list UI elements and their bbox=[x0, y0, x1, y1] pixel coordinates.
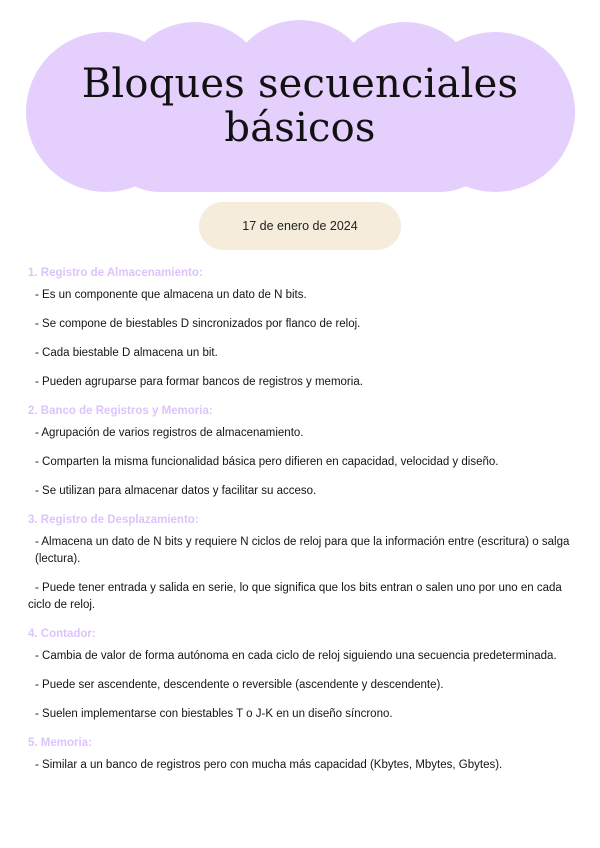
page-title bbox=[0, 62, 600, 150]
list-item: - Comparten la misma funcionalidad básica pero difieren en capacidad, velocidad y diseño. bbox=[35, 456, 499, 468]
page-title-text: Bloques secuenciales básicos bbox=[81, 61, 519, 151]
section-heading: 2. Banco de Registros y Memoria: bbox=[28, 405, 213, 417]
section-heading: 5. Memoria: bbox=[28, 737, 92, 749]
list-item: - Puede ser ascendente, descendente o reversible (ascendente y descendente). bbox=[35, 679, 444, 691]
date-badge bbox=[199, 202, 401, 250]
list-item: - Pueden agruparse para formar bancos de registros y memoria. bbox=[35, 376, 363, 388]
list-item: - Cada biestable D almacena un bit. bbox=[35, 347, 218, 359]
list-item: - Agrupación de varios registros de almacenamiento. bbox=[35, 427, 304, 439]
list-item: - Suelen implementarse con biestables T o J-K en un diseño síncrono. bbox=[35, 708, 393, 720]
list-item: - Almacena un dato de N bits y requiere N ciclos de reloj para que la información entre (escritura) o salga (lectura). bbox=[35, 536, 570, 565]
notes-content bbox=[28, 262, 576, 786]
list-item: - Es un componente que almacena un dato de N bits. bbox=[35, 289, 307, 301]
section-heading: 3. Registro de Desplazamiento: bbox=[28, 514, 199, 526]
list-item: - Se compone de biestables D sincronizados por flanco de reloj. bbox=[35, 318, 361, 330]
list-item: - Se utilizan para almacenar datos y facilitar su acceso. bbox=[35, 485, 317, 497]
list-item: - Puede tener entrada y salida en serie, lo que significa que los bits entran o salen uno por uno en cada ciclo de reloj. bbox=[28, 582, 562, 611]
section-heading: 4. Contador: bbox=[28, 628, 96, 640]
date-text: 17 de enero de 2024 bbox=[242, 219, 358, 233]
list-item: - Cambia de valor de forma autónoma en cada ciclo de reloj siguiendo una secuencia predeterminada. bbox=[35, 650, 557, 662]
list-item: - Similar a un banco de registros pero con mucha más capacidad (Kbytes, Mbytes, Gbytes). bbox=[35, 759, 503, 771]
section-heading: 1. Registro de Almacenamiento: bbox=[28, 267, 203, 279]
